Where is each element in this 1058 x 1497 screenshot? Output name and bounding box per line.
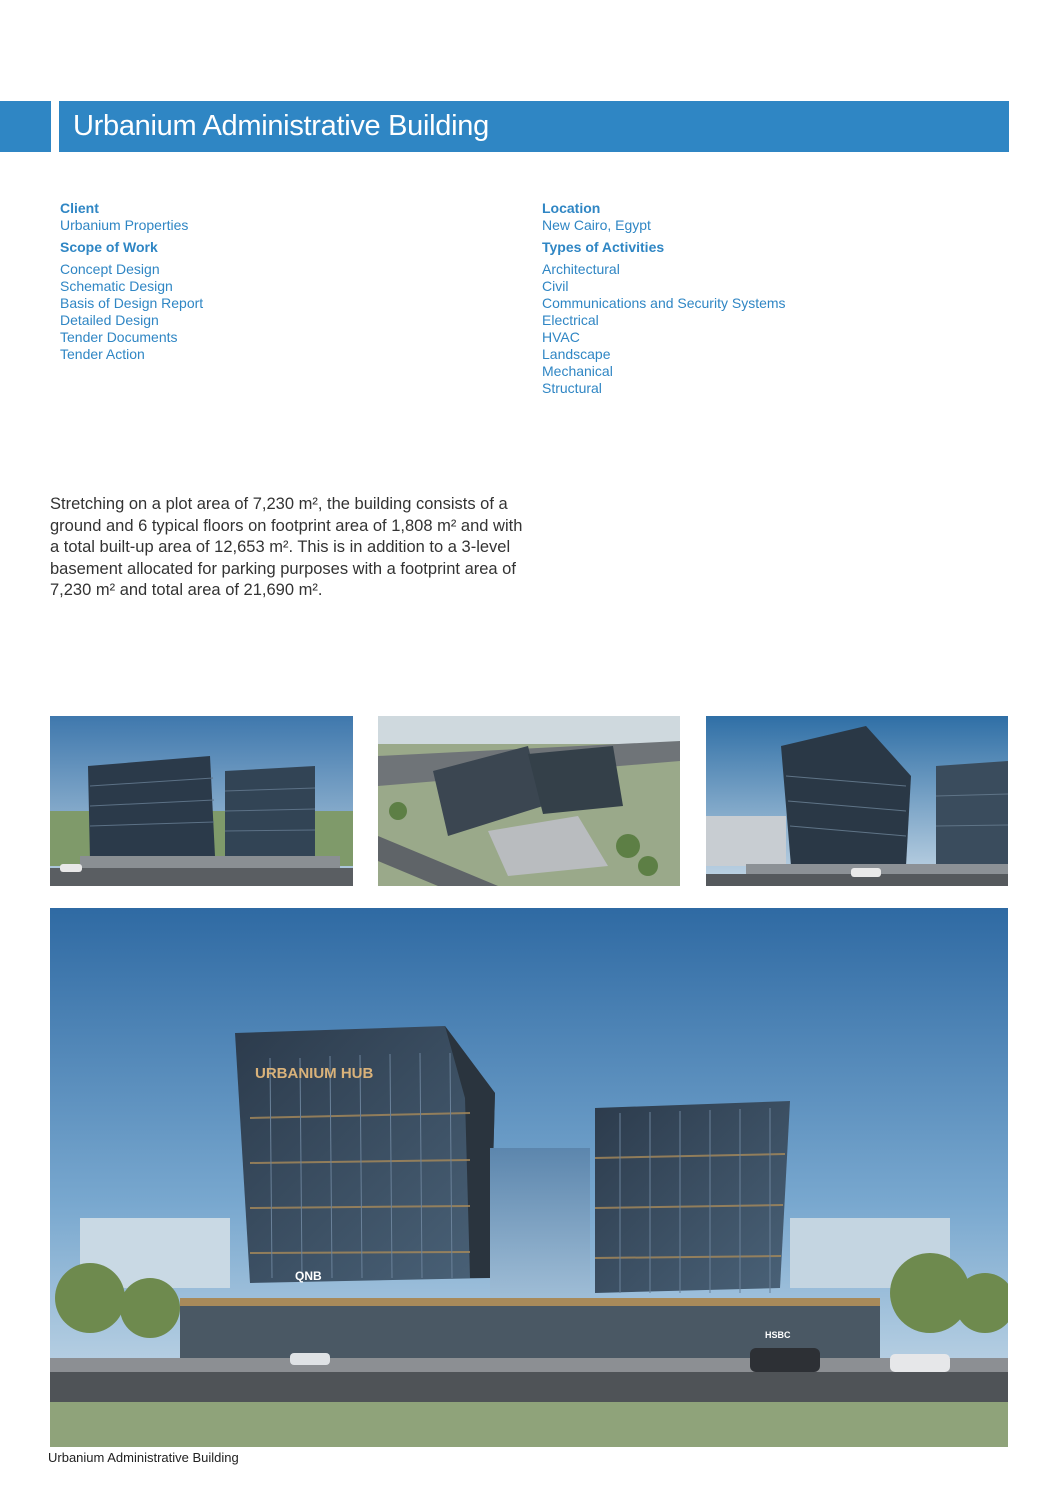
main-building-render bbox=[50, 908, 1008, 1447]
project-description: Stretching on a plot area of 7,230 m², the building consists of a ground and 6 typical floors on footprint area of 1,808 m² and with a total built-up area of 12,653 m². This is in addition to a 3-level basement allocated for parking purposes with a footprint area of 7,230 m² and total area of 21,690 m². bbox=[50, 495, 523, 599]
activities-list bbox=[542, 261, 962, 397]
list-item: Tender Action bbox=[60, 346, 145, 362]
list-item: Mechanical bbox=[542, 363, 613, 379]
client-label: Client bbox=[60, 200, 99, 216]
list-item: HVAC bbox=[542, 329, 580, 345]
scope-label: Scope of Work bbox=[60, 239, 158, 255]
list-item: Architectural bbox=[542, 261, 620, 277]
list-item: Tender Documents bbox=[60, 329, 178, 345]
location-label: Location bbox=[542, 200, 601, 216]
info-column-right bbox=[542, 200, 962, 397]
title-bar bbox=[59, 101, 1009, 152]
building-sign-text: URBANIUM HUB bbox=[255, 1065, 374, 1082]
thumbnail-photo-street-view bbox=[50, 716, 353, 886]
list-item: Structural bbox=[542, 380, 602, 396]
location-value: New Cairo, Egypt bbox=[542, 217, 651, 233]
client-value: Urbanium Properties bbox=[60, 217, 189, 233]
image-caption: Urbanium Administrative Building bbox=[48, 1450, 239, 1465]
list-item: Civil bbox=[542, 278, 569, 294]
list-item: Landscape bbox=[542, 346, 611, 362]
bank-sign-qnb: QNB bbox=[295, 1269, 322, 1283]
activities-label: Types of Activities bbox=[542, 239, 665, 255]
scope-list bbox=[60, 261, 480, 363]
accent-block bbox=[0, 101, 51, 152]
thumbnail-photo-aerial-view bbox=[378, 716, 680, 886]
list-item: Electrical bbox=[542, 312, 599, 328]
list-item: Concept Design bbox=[60, 261, 160, 277]
list-item: Detailed Design bbox=[60, 312, 159, 328]
list-item: Basis of Design Report bbox=[60, 295, 204, 311]
list-item: Communications and Security Systems bbox=[542, 295, 786, 311]
thumbnail-photo-corner-view bbox=[706, 716, 1008, 886]
bank-sign-hsbc: HSBC bbox=[765, 1330, 791, 1340]
info-column-left bbox=[60, 200, 480, 363]
page-title: Urbanium Administrative Building bbox=[73, 110, 489, 142]
list-item: Schematic Design bbox=[60, 278, 173, 294]
